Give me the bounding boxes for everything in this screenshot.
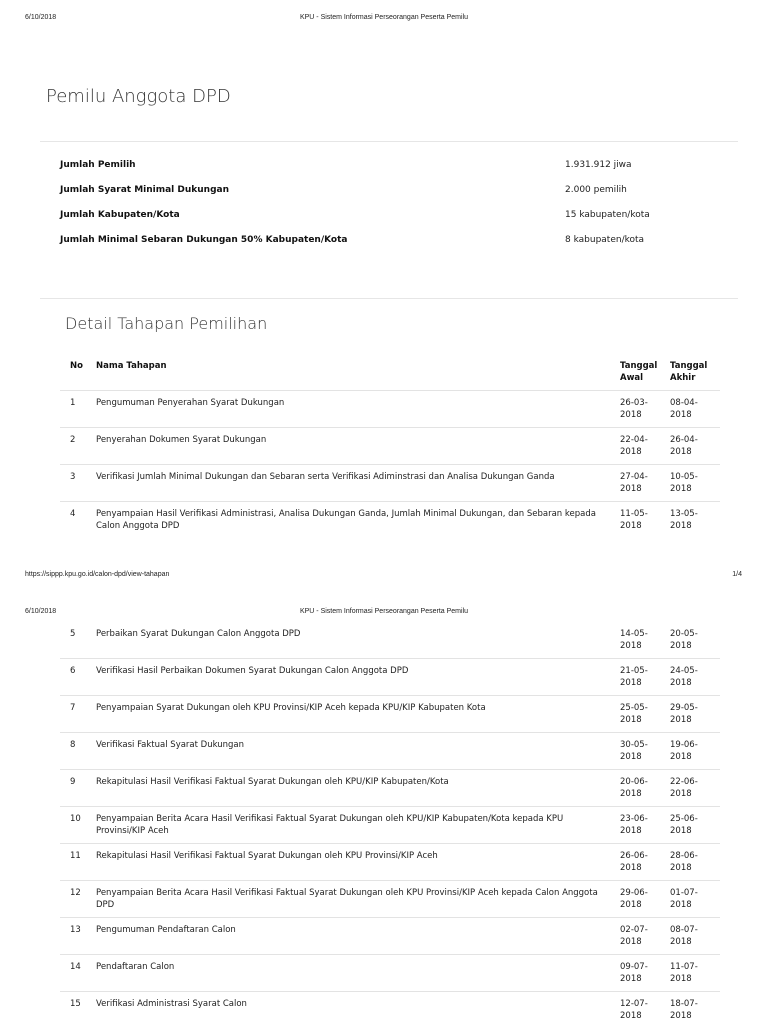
header-text: Tanggal [670, 361, 708, 371]
date-part: 08-04- [670, 398, 698, 408]
row-awal [615, 807, 665, 844]
section-title: Pemilu Anggota DPD [46, 86, 231, 107]
row-nama: Perbaikan Syarat Dukungan Calon Anggota DPD [96, 629, 301, 639]
summary-label: Jumlah Syarat Minimal Dukungan [60, 185, 230, 195]
date-part: 2018 [620, 900, 642, 910]
print-title: KPU - Sistem Informasi Perseorangan Peserta Pemilu [299, 608, 469, 615]
header-tanggal-akhir [665, 355, 720, 391]
table-row [60, 881, 720, 918]
date-part: 19-06- [670, 740, 698, 750]
print-header [0, 608, 768, 620]
row-akhir [665, 881, 720, 918]
summary-value: 1.931.912 jiwa [565, 160, 632, 170]
row-nama: Penyampaian Syarat Dukungan oleh KPU Provinsi/KIP Aceh kepada KPU/KIP Kabupaten Kota [91, 696, 615, 733]
row-nama: Rekapitulasi Hasil Verifikasi Faktual Syarat Dukungan oleh KPU/KIP Kabupaten/Kota [91, 770, 615, 807]
row-akhir [665, 918, 720, 955]
summary-row [60, 180, 720, 205]
row-nama: Verifikasi Jumlah Minimal Dukungan dan Sebaran serta Verifikasi Adiminstrasi dan Analisa Dukungan Ganda [91, 465, 615, 502]
date-part: 2018 [620, 752, 642, 762]
row-akhir [665, 696, 720, 733]
row-awal [615, 502, 665, 539]
date-part: 02-07- [620, 925, 648, 935]
date-part: 2018 [620, 678, 642, 688]
date-part: 13-05- [670, 509, 698, 519]
date-part: 2018 [670, 863, 692, 873]
row-awal [615, 733, 665, 770]
date-part: 2018 [620, 447, 642, 457]
print-title: KPU - Sistem Informasi Perseorangan Peserta Pemilu [299, 14, 469, 21]
row-akhir [665, 770, 720, 807]
table-row [60, 992, 720, 1024]
date-part: 26-03- [620, 398, 648, 408]
row-akhir [665, 391, 720, 428]
date-part: 2018 [620, 937, 642, 947]
date-part: 2018 [670, 826, 692, 836]
date-part: 25-05- [620, 703, 648, 713]
row-nama: Pengumuman Pendaftaran Calon [91, 918, 615, 955]
row-awal [615, 992, 665, 1024]
summary-list [60, 155, 720, 255]
row-no: 13 [60, 918, 91, 955]
table-row [60, 696, 720, 733]
summary-row [60, 205, 720, 230]
row-no: 1 [60, 391, 91, 428]
summary-row [60, 155, 720, 180]
row-akhir [665, 955, 720, 992]
date-part: 2018 [670, 1011, 692, 1021]
date-part: 2018 [670, 410, 692, 420]
date-part: 25-06- [670, 814, 698, 824]
row-no: 7 [60, 696, 91, 733]
row-no: 9 [60, 770, 91, 807]
row-nama: Penyerahan Dokumen Syarat Dukungan [91, 428, 615, 465]
print-date: 6/10/2018 [25, 608, 57, 615]
header-text: Tanggal [620, 361, 658, 371]
date-part: 11-07- [670, 962, 698, 972]
page-number: 1/4 [732, 571, 742, 578]
row-nama: Verifikasi Faktual Syarat Dukungan [91, 733, 615, 770]
row-no: 10 [60, 807, 91, 844]
row-awal [615, 428, 665, 465]
date-part: 18-07- [670, 999, 698, 1009]
date-part: 2018 [670, 974, 692, 984]
date-part: 22-04- [620, 435, 648, 445]
table-row [60, 770, 720, 807]
date-part: 30-05- [620, 740, 648, 750]
row-no: 15 [60, 992, 91, 1024]
table-row [60, 955, 720, 992]
date-part: 2018 [620, 1011, 642, 1021]
row-awal [615, 770, 665, 807]
table-row [60, 807, 720, 844]
row-nama: Penyampaian Hasil Verifikasi Administrasi, Analisa Dukungan Ganda, Jumlah Minimal Dukungan, dan Sebaran kepada Calon Anggota DPD [91, 502, 615, 539]
date-part: 08-07- [670, 925, 698, 935]
date-part: 26-06- [620, 851, 648, 861]
date-part: 2018 [620, 641, 642, 651]
date-part: 28-06- [670, 851, 698, 861]
date-part: 23-06- [620, 814, 648, 824]
row-akhir [665, 992, 720, 1024]
print-header [0, 14, 768, 26]
table-row [60, 391, 720, 428]
summary-row [60, 230, 720, 255]
row-akhir [665, 622, 720, 659]
date-part: 2018 [670, 484, 692, 494]
header-text: Awal [620, 373, 644, 383]
row-no: 6 [60, 659, 91, 696]
header-nama: Nama Tahapan [96, 361, 167, 371]
row-no: 12 [60, 881, 91, 918]
date-part: 2018 [670, 937, 692, 947]
row-no: 2 [60, 428, 91, 465]
date-part: 2018 [670, 789, 692, 799]
table-row [60, 844, 720, 881]
date-part: 2018 [620, 484, 642, 494]
row-akhir [665, 659, 720, 696]
row-nama: Penyampaian Berita Acara Hasil Verifikasi Faktual Syarat Dukungan oleh KPU/KIP Kabupaten/Kota kepada KPU Provinsi/KIP Aceh [91, 807, 615, 844]
date-part: 2018 [620, 789, 642, 799]
date-part: 2018 [620, 863, 642, 873]
row-no: 5 [70, 629, 76, 639]
row-awal [615, 622, 665, 659]
row-nama: Verifikasi Hasil Perbaikan Dokumen Syarat Dukungan Calon Anggota DPD [91, 659, 615, 696]
row-akhir [665, 502, 720, 539]
summary-label: Jumlah Minimal Sebaran Dukungan 50% Kabupaten/Kota [60, 235, 348, 245]
row-awal [615, 659, 665, 696]
row-nama: Verifikasi Administrasi Syarat Calon [91, 992, 615, 1024]
table-row [60, 622, 720, 659]
table-row [60, 428, 720, 465]
date-part: 2018 [620, 410, 642, 420]
summary-label: Jumlah Pemilih [60, 160, 136, 170]
summary-value: 2.000 pemilih [565, 185, 627, 195]
date-part: 2018 [620, 521, 642, 531]
row-no: 8 [60, 733, 91, 770]
summary-label: Jumlah Kabupaten/Kota [60, 210, 180, 220]
date-part: 20-05- [670, 629, 698, 639]
row-no: 4 [60, 502, 91, 539]
date-part: 20-06- [620, 777, 648, 787]
date-part: 2018 [670, 752, 692, 762]
date-part: 11-05- [620, 509, 648, 519]
row-awal [615, 918, 665, 955]
date-part: 12-07- [620, 999, 648, 1009]
row-no: 14 [60, 955, 91, 992]
print-date: 6/10/2018 [25, 14, 57, 21]
row-awal [615, 955, 665, 992]
row-akhir [665, 844, 720, 881]
header-tanggal-awal [615, 355, 665, 391]
table-row [60, 733, 720, 770]
row-no: 3 [60, 465, 91, 502]
date-part: 2018 [670, 715, 692, 725]
date-part: 2018 [670, 678, 692, 688]
table-row [60, 659, 720, 696]
date-part: 2018 [670, 521, 692, 531]
row-nama: Penyampaian Berita Acara Hasil Verifikasi Faktual Syarat Dukungan oleh KPU Provinsi/KIP Aceh kepada Calon Anggota DPD [91, 881, 615, 918]
row-nama: Rekapitulasi Hasil Verifikasi Faktual Syarat Dukungan oleh KPU Provinsi/KIP Aceh [91, 844, 615, 881]
date-part: 01-07- [670, 888, 698, 898]
date-part: 2018 [620, 974, 642, 984]
date-part: 29-06- [620, 888, 648, 898]
tahapan-table [60, 355, 720, 538]
divider [40, 298, 738, 299]
row-awal [615, 465, 665, 502]
date-part: 14-05- [620, 629, 648, 639]
row-akhir [665, 733, 720, 770]
row-awal [615, 844, 665, 881]
row-akhir [665, 807, 720, 844]
row-awal [615, 391, 665, 428]
row-akhir [665, 465, 720, 502]
date-part: 26-04- [670, 435, 698, 445]
table-header-row [60, 355, 720, 391]
date-part: 24-05- [670, 666, 698, 676]
date-part: 2018 [620, 715, 642, 725]
table-row [60, 502, 720, 539]
date-part: 27-04- [620, 472, 648, 482]
row-akhir [665, 428, 720, 465]
tahapan-table-continued [60, 622, 720, 1024]
row-no: 11 [60, 844, 91, 881]
row-awal [615, 696, 665, 733]
header-text: Akhir [670, 373, 696, 383]
date-part: 21-05- [620, 666, 648, 676]
date-part: 2018 [670, 641, 692, 651]
row-nama: Pengumuman Penyerahan Syarat Dukungan [91, 391, 615, 428]
date-part: 22-06- [670, 777, 698, 787]
date-part: 2018 [620, 826, 642, 836]
row-nama: Pendaftaran Calon [91, 955, 615, 992]
divider [40, 141, 738, 142]
date-part: 2018 [670, 900, 692, 910]
summary-value: 15 kabupaten/kota [565, 210, 650, 220]
row-awal [615, 881, 665, 918]
table-row [60, 465, 720, 502]
detail-title: Detail Tahapan Pemilihan [65, 314, 268, 333]
summary-value: 8 kabupaten/kota [565, 235, 645, 245]
header-no: No [70, 361, 83, 371]
print-url: https://sippp.kpu.go.id/calon-dpd/view-tahapan [25, 571, 170, 578]
table-row [60, 918, 720, 955]
date-part: 10-05- [670, 472, 698, 482]
date-part: 29-05- [670, 703, 698, 713]
print-footer [0, 571, 768, 583]
date-part: 2018 [670, 447, 692, 457]
date-part: 09-07- [620, 962, 648, 972]
